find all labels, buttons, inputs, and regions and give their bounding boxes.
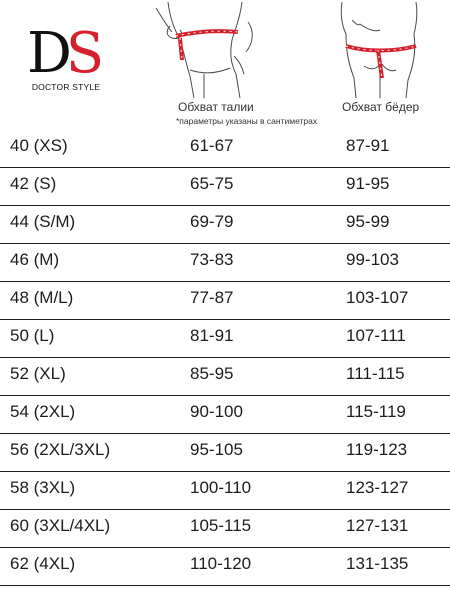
waist-cell: 81-91 (190, 326, 234, 345)
hips-cell: 111-115 (346, 364, 405, 383)
size-cell: 60 (3XL/4XL) (10, 516, 111, 535)
size-cell: 46 (M) (10, 250, 60, 269)
waist-cell: 105-115 (190, 516, 252, 535)
logo-letter-s: S (65, 21, 99, 86)
size-cell: 44 (S/M) (10, 212, 76, 231)
size-cell: 56 (2XL/3XL) (10, 440, 111, 459)
waist-column-header: Обхват талии (178, 100, 254, 114)
hips-cell: 123-127 (346, 478, 409, 497)
hips-cell: 115-119 (346, 402, 406, 421)
hips-cell: 87-91 (346, 136, 390, 155)
size-cell: 58 (3XL) (10, 478, 76, 497)
size-cell: 48 (M/L) (10, 288, 74, 307)
hips-cell: 103-107 (346, 288, 409, 307)
table-row (0, 548, 450, 586)
waist-cell: 90-100 (190, 402, 243, 421)
waist-cell: 69-79 (190, 212, 234, 231)
waist-cell: 95-105 (190, 440, 243, 459)
brand-logo (27, 21, 105, 94)
hips-cell: 127-131 (346, 516, 409, 535)
table-row (0, 396, 450, 434)
waist-cell: 73-83 (190, 250, 234, 269)
size-cell: 50 (L) (10, 326, 55, 345)
waist-cell: 110-120 (190, 554, 252, 573)
table-row (0, 320, 450, 358)
size-cell: 40 (XS) (10, 136, 68, 155)
table-row (0, 282, 450, 320)
table-row (0, 472, 450, 510)
table-row (0, 510, 450, 548)
hips-cell: 99-103 (346, 250, 399, 269)
size-cell: 54 (2XL) (10, 402, 76, 421)
size-cell: 42 (S) (10, 174, 57, 193)
logo-monogram (27, 21, 105, 86)
waist-measurement-illustration (150, 0, 260, 98)
table-row (0, 358, 450, 396)
hips-measurement-illustration (330, 0, 430, 98)
hips-cell: 95-99 (346, 212, 390, 231)
table-row (0, 168, 450, 206)
table-row (0, 130, 450, 168)
logo-letter-d: D (27, 21, 66, 86)
size-cell: 62 (4XL) (10, 554, 76, 573)
table-row (0, 434, 450, 472)
table-row (0, 244, 450, 282)
waist-cell: 61-67 (190, 136, 234, 155)
hips-cell: 107-111 (346, 326, 406, 345)
waist-cell: 85-95 (190, 364, 234, 383)
brand-name: DOCTOR STYLE (31, 82, 101, 92)
hips-cell: 91-95 (346, 174, 390, 193)
table-row (0, 206, 450, 244)
hips-cell: 131-135 (346, 554, 409, 573)
hips-cell: 119-123 (346, 440, 408, 459)
units-note: *параметры указаны в сантиметрах (176, 116, 318, 126)
waist-cell: 65-75 (190, 174, 234, 193)
size-cell: 52 (XL) (10, 364, 66, 383)
hips-column-header: Обхват бёдер (342, 100, 420, 114)
waist-cell: 100-110 (190, 478, 252, 497)
waist-cell: 77-87 (190, 288, 234, 307)
